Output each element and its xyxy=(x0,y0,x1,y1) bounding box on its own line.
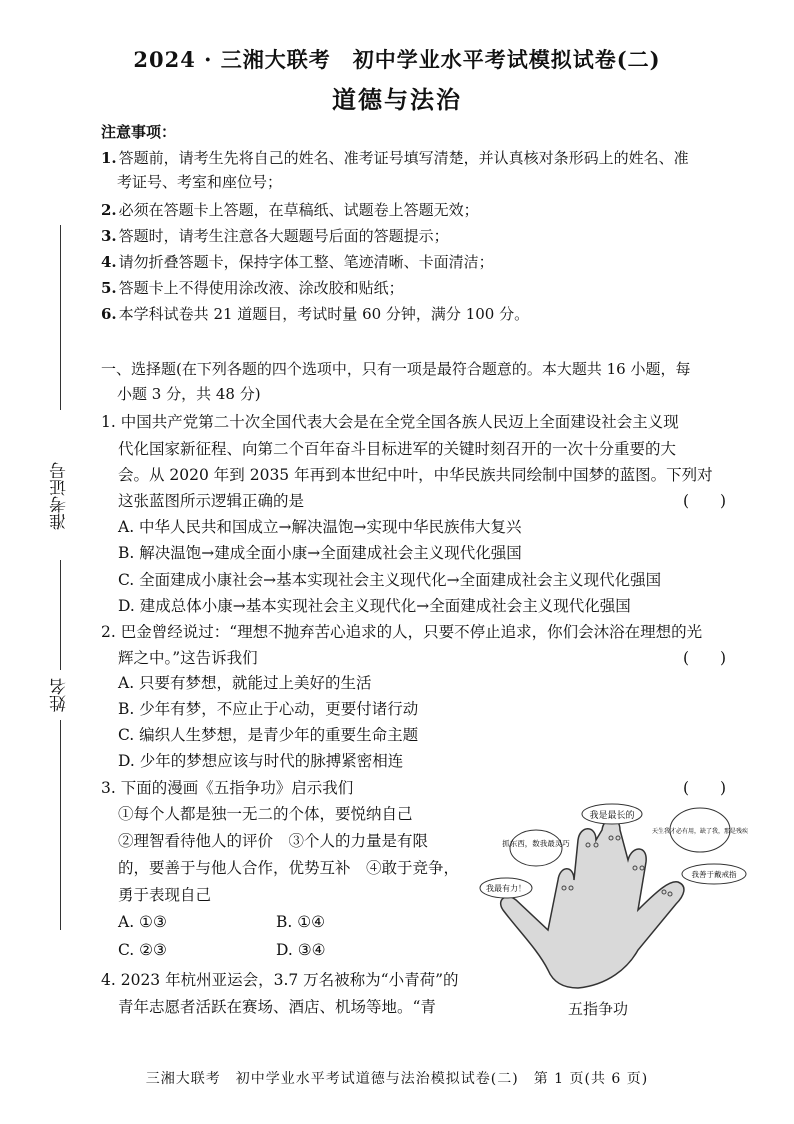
note-item: 5. 答题卡上不得使用涂改液、涂改胶和贴纸； xyxy=(101,279,404,297)
note-item: 3. 答题时，请考生注意各大题题号后面的答题提示； xyxy=(101,227,449,245)
answer-paren: ( ) xyxy=(683,492,727,510)
question-1-line: 会。从 2020 年到 2035 年再到本世纪中叶，中华民族共同绘制中国梦的蓝图。下列对 xyxy=(118,466,713,484)
question-3-line: 的，要善于与他人合作，优势互补 ④敢于竞争， xyxy=(118,859,460,877)
question-3-stem: 3. 下面的漫画《五指争功》启示我们 xyxy=(101,779,354,797)
question-3-line: 勇于表现自己 xyxy=(118,886,212,904)
question-4-line: 青年志愿者活跃在赛场、酒店、机场等地。“青 xyxy=(118,998,436,1016)
option-d: D. 少年的梦想应该与时代的脉搏紧密相连 xyxy=(118,752,404,770)
exam-title: 2024 · 三湘大联考 初中学业水平考试模拟试卷(二) xyxy=(133,47,661,72)
question-1-line: 1. 中国共产党第二十次全国代表大会是在全党全国各族人民迈上全面建设社会主义现 xyxy=(101,413,679,431)
exam-number-line xyxy=(60,560,61,670)
bubble-text: 抓东西，数我最灵巧 xyxy=(502,839,570,848)
answer-paren: ( ) xyxy=(683,779,727,797)
page-footer: 三湘大联考 初中学业水平考试道德与法治模拟试卷(二) 第 1 页(共 6 页) xyxy=(145,1071,649,1087)
option-d: D. ③④ xyxy=(276,941,326,959)
exam-number-label: 准考证号 xyxy=(50,462,70,530)
option-a: A. 中华人民共和国成立→解决温饱→实现中华民族伟大复兴 xyxy=(118,518,522,536)
speech-bubble xyxy=(502,830,570,866)
question-3-line: ①每个人都是独一无二的个体，要悦纳自己 xyxy=(118,805,413,823)
option-a: A. ①③ xyxy=(118,913,167,931)
five-fingers-cartoon xyxy=(478,800,750,990)
answer-paren: ( ) xyxy=(683,649,727,667)
option-b: B. 少年有梦，不应止于心动，更要付诸行动 xyxy=(118,700,419,718)
speech-bubble xyxy=(682,864,746,884)
section-heading-cont: 小题 3 分，共 48 分) xyxy=(117,385,261,403)
subject-title: 道德与法治 xyxy=(332,85,462,114)
note-item: 6. 本学科试卷共 21 道题目，考试时量 60 分钟，满分 100 分。 xyxy=(101,305,530,323)
question-2-line: 2. 巴金曾经说过：“理想不抛弃苦心追求的人，只要不停止追求，你们会沐浴在理想的光 xyxy=(101,623,703,641)
note-item: 4. 请勿折叠答题卡，保持字体工整、笔迹清晰、卡面清洁； xyxy=(101,253,494,271)
bubble-text: 我最有力！ xyxy=(486,884,526,893)
notes-heading: 注意事项： xyxy=(101,123,177,141)
bubble-text: 我善于戴戒指 xyxy=(691,870,737,879)
option-c: C. ②③ xyxy=(118,941,167,959)
speech-bubble xyxy=(652,808,748,852)
question-2-line: 辉之中。”这告诉我们 xyxy=(118,649,258,667)
note-item: 2. 必须在答题卡上答题，在草稿纸、试题卷上答题无效； xyxy=(101,201,479,219)
note-item: 1. 答题前，请考生先将自己的姓名、准考证号填写清楚，并认真核对条形码上的姓名、准 xyxy=(101,149,689,167)
question-4-line: 4. 2023 年杭州亚运会，3.7 万名被称为“小青荷”的 xyxy=(101,971,459,989)
option-b: B. 解决温饱→建成全面小康→全面建成社会主义现代化强国 xyxy=(118,544,522,562)
speech-bubble xyxy=(582,804,642,824)
cartoon-caption: 五指争功 xyxy=(568,1000,629,1018)
binding-line xyxy=(60,720,61,930)
name-label: 姓名 xyxy=(50,678,70,712)
svg-text:抓东西，数我最灵巧 xyxy=(502,838,570,849)
question-1-line: 这张蓝图所示逻辑正确的是 xyxy=(118,492,305,510)
note-item: 考证号、考室和座位号； xyxy=(117,173,283,191)
section-heading: 一、选择题(在下列各题的四个选项中，只有一项是最符合题意的。本大题共 16 小题，每 xyxy=(101,360,691,378)
speech-bubble xyxy=(480,878,532,898)
bubble-text: 我是最长的 xyxy=(589,811,635,821)
option-b: B. ①④ xyxy=(276,913,326,931)
question-1-line: 代化国家新征程、向第二个百年奋斗目标进军的关键时刻召开的一次十分重要的大 xyxy=(118,440,677,458)
bubble-text: 天生我才必有用，缺了我，那是残疾 xyxy=(651,828,749,835)
question-3-line: ②理智看待他人的评价 ③个人的力量是有限 xyxy=(118,832,429,850)
option-d: D. 建成总体小康→基本实现社会主义现代化→全面建成社会主义现代化强国 xyxy=(118,597,631,615)
option-c: C. 全面建成小康社会→基本实现社会主义现代化→全面建成社会主义现代化强国 xyxy=(118,571,662,589)
option-c: C. 编织人生梦想，是青少年的重要生命主题 xyxy=(118,726,419,744)
option-a: A. 只要有梦想，就能过上美好的生活 xyxy=(118,674,372,692)
binding-line xyxy=(60,225,61,410)
